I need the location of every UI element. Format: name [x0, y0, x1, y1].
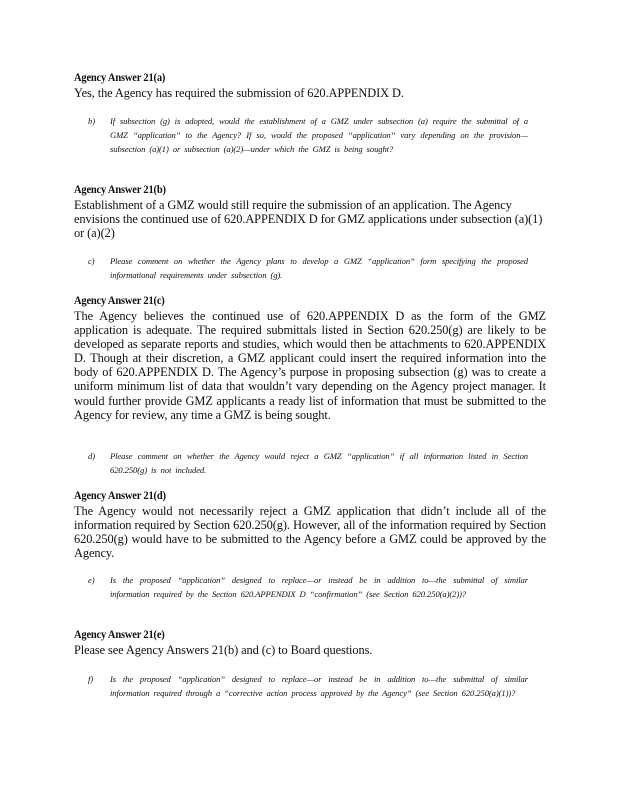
question-f-label: f): [88, 674, 94, 684]
question-d: [88, 450, 528, 478]
question-c: [88, 255, 528, 283]
answer-21d-text: The Agency would not necessarily reject a GMZ application that didn’t include all of the information required by Section 620.250(g). However, all of the information required by Section 620.250(g) would have to be submitted to the Agency before a GMZ could be approved by the Agency.: [74, 504, 546, 561]
heading-21b: Agency Answer 21(b): [74, 184, 166, 196]
question-d-label: d): [88, 451, 95, 461]
answer-21b-text: Establishment of a GMZ would still require the submission of an application. The Agency envisions the continued use of 620.APPENDIX D for GMZ applications under subsection (a)(1) or (a)(2): [74, 198, 543, 241]
answer-21e: [74, 629, 546, 657]
question-e-label: e): [88, 575, 95, 585]
question-c-label: c): [88, 256, 95, 266]
heading-21d: Agency Answer 21(d): [74, 490, 166, 502]
question-e: [88, 574, 528, 602]
answer-21c: [74, 295, 546, 422]
heading-21c: Agency Answer 21(c): [74, 295, 165, 307]
answer-21e-text: Please see Agency Answers 21(b) and (c) to Board questions.: [74, 643, 373, 657]
question-b: [88, 115, 528, 156]
question-f-text: Is the proposed “application” designed to replace—or instead be in addition to—the submittal of similar information required through a “corrective action process approved by the Agency” (see Section 620.250(a)(1))?: [110, 674, 528, 698]
question-f: [88, 673, 528, 701]
question-d-text: Please comment on whether the Agency would reject a GMZ “application” if all information listed in Section 620.250(g) is not included.: [110, 451, 528, 475]
answer-21b: [74, 184, 546, 240]
question-c-text: Please comment on whether the Agency plans to develop a GMZ “application” form specifying the proposed informational requirements under subsection (g).: [110, 256, 528, 280]
question-b-label: b): [88, 116, 95, 126]
heading-21e: Agency Answer 21(e): [74, 629, 165, 641]
answer-21a-text: Yes, the Agency has required the submission of 620.APPENDIX D.: [74, 86, 404, 100]
answer-21a: [74, 72, 546, 100]
question-b-text: If subsection (g) is adopted, would the establishment of a GMZ under subsection (a) require the submittal of a GMZ “application” to the Agency? If so, would the proposed “application” vary depending on the provision—subsection (a)(1) or subsection (a)(2)—under which the GMZ is being sought?: [110, 116, 528, 154]
question-e-text: Is the proposed “application” designed to replace—or instead be in addition to—the submittal of similar information required by the Section 620.APPENDIX D “confirmation” (see Section 620.250(a)(2))?: [110, 575, 528, 599]
heading-21a: Agency Answer 21(a): [74, 72, 166, 84]
answer-21d: [74, 490, 546, 560]
answer-21c-text: The Agency believes the continued use of 620.APPENDIX D as the form of the GMZ application is adequate. The required submittals listed in Section 620.250(g) are likely to be developed as separate reports and studies, which would then be attachments to 620.APPENDIX D. Though at their discretion, a GMZ applicant could insert the required information into the body of 620.APPENDIX D. The Agency’s purpose in proposing subsection (g) was to create a uniform minimum list of data that wouldn’t vary depending on the Agency project manager. It would further provide GMZ applicants a ready list of information that must be submitted to the Agency for review, any time a GMZ is being sought.: [74, 309, 546, 422]
